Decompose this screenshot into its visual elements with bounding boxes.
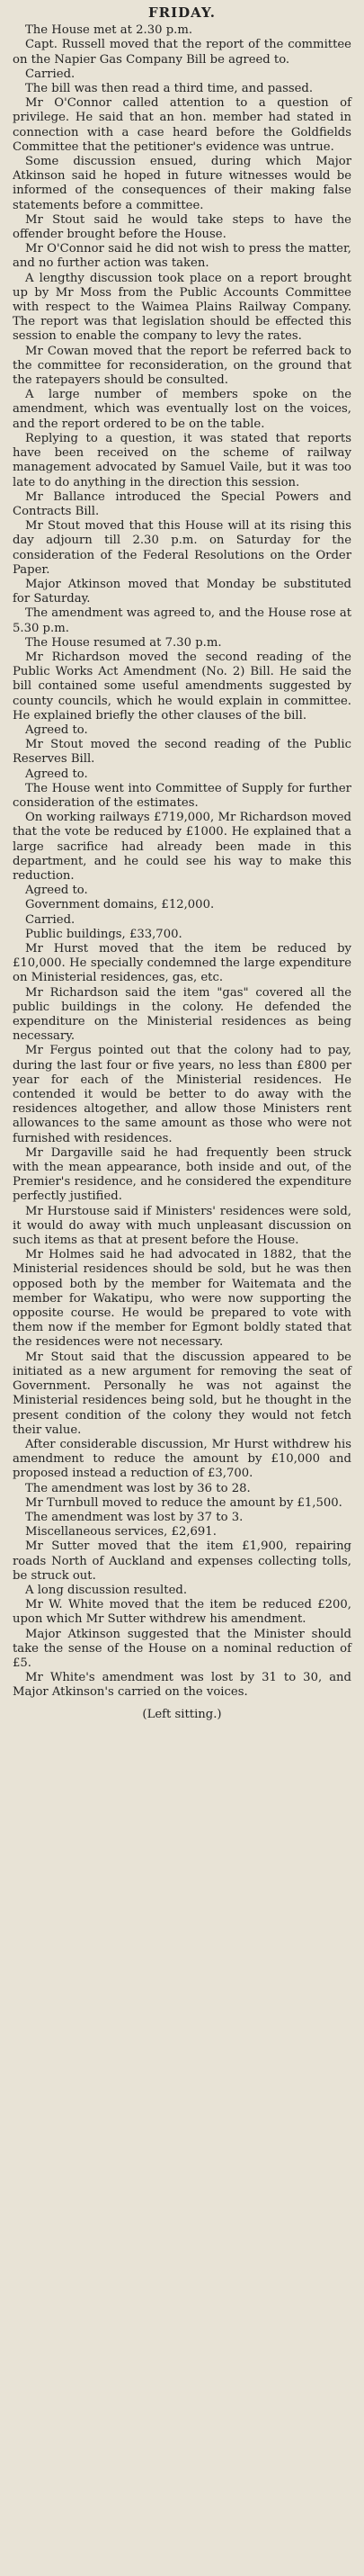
paragraph: Agreed to. — [25, 723, 88, 737]
paragraph: After considerable discussion, Mr Hurst withdrew his amendment to reduce the amount by £10,000 and proposed instead a reduction of £3,700. — [13, 1437, 351, 1481]
paragraph: Mr Ballance introduced the Special Powers and Contracts Bill. — [13, 489, 351, 518]
paragraph: Mr Stout moved that this House will at its rising this day adjourn till 2.30 p.m. on Saturday for the consideration of the Federal Resolutions on the Order Paper. — [13, 519, 351, 577]
paragraph: Mr Turnbull moved to reduce the amount by £1,500. — [25, 1495, 342, 1510]
paragraph: Some discussion ensued, during which Major Atkinson said he hoped in future witnesses would be informed of the consequences of their making false statements before a committee. — [13, 155, 351, 212]
paragraph: The House resumed at 7.30 p.m. — [25, 635, 222, 650]
paragraph: Miscellaneous services, £2,691. — [25, 1525, 217, 1539]
paragraph: Mr Stout said that the discussion appeared to be initiated as a new argument for removing the seat of Government. Personally he was not against the Ministerial residences being sold, but he thought in the present condition of the colony they would not fetch their value. — [13, 1350, 351, 1437]
paragraph: Mr Fergus pointed out that the colony had to pay, during the last four or five years, no less than £800 per year for each of the Ministerial residences. He contended it would be better to do away with the residences altogether, and allow those Ministers rent allowances to the same amount as those who were not furnished with residences. — [13, 1044, 351, 1145]
paragraph: Mr Sutter moved that the item £1,900, repairing roads North of Auckland and expenses collecting tolls, be struck out. — [13, 1539, 351, 1583]
paragraph: The bill was then read a third time, and passed. — [25, 82, 314, 96]
paragraph: The House met at 2.30 p.m. — [25, 23, 193, 38]
paragraph: Mr Stout moved the second reading of the Public Reserves Bill. — [13, 738, 351, 767]
paragraph: The amendment was lost by 37 to 3. — [25, 1510, 244, 1524]
paragraph: A large number of members spoke on the amendment, which was eventually lost on the voices, and the report ordered to be on the table. — [13, 388, 351, 431]
paragraph: Mr W. White moved that the item be reduced £200, upon which Mr Sutter withdrew his amendment. — [13, 1598, 351, 1627]
paragraph: Mr O'Connor said he did not wish to press the matter, and no further action was taken. — [13, 242, 351, 271]
paragraph: The amendment was agreed to, and the House rose at 5.30 p.m. — [13, 606, 351, 635]
paragraph: Major Atkinson suggested that the Minister should take the sense of the House on a nominal reduction of £5. — [13, 1627, 351, 1670]
paragraph: Carried. — [25, 67, 75, 81]
section-heading: FRIDAY. — [147, 4, 217, 21]
paragraph: Carried. — [25, 912, 75, 927]
paragraph: Mr Dargaville said he had frequently been struck with the mean appearance, both inside and out, of the Premier's residence, and he considered the expenditure perfectly justified. — [13, 1145, 351, 1204]
paragraph: Replying to a question, it was stated that reports have been received on the scheme of railway management advocated by Samuel Vaile, but it was too late to do anything in the direction this session. — [13, 431, 351, 489]
paragraph: Mr Holmes said he had advocated in 1882, that the Ministerial residences should be sold, but he was then opposed both by the member for Waitemata and the member for Wakatipu, who were now supporting the opposite course. He would be prepared to vote with them now if the member for Egmont boldly stated that the residences were not necessary. — [13, 1248, 351, 1350]
paragraph: Government domains, £12,000. — [25, 898, 215, 912]
closing-note: (Left sitting.) — [142, 1707, 222, 1721]
paragraph: Major Atkinson moved that Monday be substituted for Saturday. — [13, 577, 351, 606]
paragraph: Public buildings, £33,700. — [25, 927, 182, 941]
paragraph: A lengthy discussion took place on a report brought up by Mr Moss from the Public Accounts Committee with respect to the Waimea Plains Railway Company. The report was that legislation should be effected this session to enable the company to levy the rates. — [13, 271, 351, 344]
paragraph: A long discussion resulted. — [25, 1583, 188, 1597]
paragraph: Mr Richardson moved the second reading of the Public Works Act Amendment (No. 2) Bill. He said the bill contained some useful amendments suggested by county councils, which he would explain in committee. He explained briefly the other clauses of the bill. — [13, 650, 351, 723]
paragraph: Mr Richardson said the item "gas" covered all the public buildings in the colony. He defended the expenditure on the Ministerial residences as being necessary. — [13, 985, 351, 1044]
paragraph: Mr White's amendment was lost by 31 to 30, and Major Atkinson's carried on the voices. — [13, 1671, 351, 1700]
paragraph: Agreed to. — [25, 767, 88, 781]
paragraph: Mr Cowan moved that the report be referred back to the committee for reconsideration, on the ground that the ratepayers should be consulted. — [13, 344, 351, 388]
paragraph: Mr Hurstouse said if Ministers' residences were sold, it would do away with much unpleasant discussion on such items as that at present before the House. — [13, 1204, 351, 1248]
paragraph: Capt. Russell moved that the report of the committee on the Napier Gas Company Bill be agreed to. — [13, 38, 351, 67]
paragraph: Mr Stout said he would take steps to have the offender brought before the House. — [13, 212, 351, 242]
paragraph: On working railways £719,000, Mr Richardson moved that the vote be reduced by £1000. He explained that a large sacrifice had already been made in this department, and he could see his way to make this reduction. — [13, 811, 351, 883]
paragraph: The House went into Committee of Supply for further consideration of the estimates. — [13, 781, 351, 810]
paragraph: Mr Hurst moved that the item be reduced by £10,000. He specially condemned the large expenditure on Ministerial residences, gas, etc. — [13, 942, 351, 985]
article-body — [13, 23, 351, 1700]
paragraph: Agreed to. — [25, 884, 88, 898]
paragraph: Mr O'Connor called attention to a question of privilege. He said that an hon. member had stated in connection with a case heard before the Goldfields Committee that the petitioner's evidence was untrue. — [13, 96, 351, 154]
paragraph: The amendment was lost by 36 to 28. — [25, 1481, 251, 1495]
